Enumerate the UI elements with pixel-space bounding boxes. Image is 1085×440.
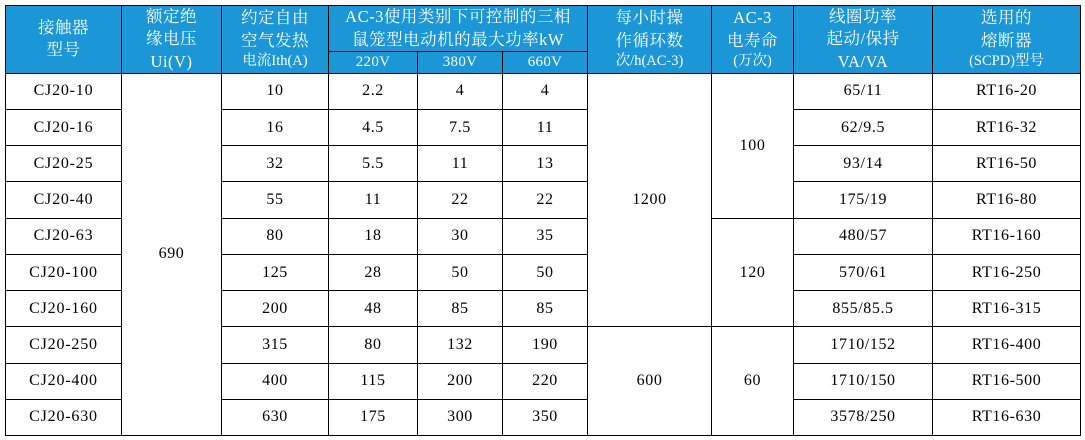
cell-power-660v: 22 <box>503 182 588 218</box>
header-selected-fuse: 选用的 熔断器 (SCPD)型号 <box>933 6 1081 74</box>
cell-coil-power: 480/57 <box>794 218 933 254</box>
cell-model: CJ20-40 <box>6 182 122 218</box>
cell-operating-cycles: 1200 <box>588 73 712 327</box>
cell-power-220v: 2.2 <box>329 73 418 109</box>
cell-power-380v: 22 <box>418 182 503 218</box>
cell-coil-power: 1710/152 <box>794 327 933 363</box>
cell-power-380v: 30 <box>418 218 503 254</box>
cell-power-660v: 13 <box>503 146 588 182</box>
cell-power-380v: 11 <box>418 146 503 182</box>
cell-thermal-current: 80 <box>222 218 329 254</box>
cell-power-380v: 85 <box>418 291 503 327</box>
cell-thermal-current: 16 <box>222 110 329 146</box>
table-body <box>6 73 1081 435</box>
cell-thermal-current: 10 <box>222 73 329 109</box>
cell-model: CJ20-400 <box>6 363 122 399</box>
cell-fuse: RT16-80 <box>933 182 1081 218</box>
cell-thermal-current: 315 <box>222 327 329 363</box>
cell-power-380v: 7.5 <box>418 110 503 146</box>
cell-thermal-current: 125 <box>222 254 329 290</box>
table-row <box>6 73 1081 109</box>
header-power-220v: 220V <box>329 52 418 74</box>
header-power-380v: 380V <box>418 52 503 74</box>
header-model: 接触器 型号 <box>6 6 122 74</box>
cell-electrical-life: 60 <box>712 327 794 436</box>
cell-power-380v: 50 <box>418 254 503 290</box>
cell-power-220v: 175 <box>329 399 418 435</box>
cell-power-380v: 300 <box>418 399 503 435</box>
cell-electrical-life: 120 <box>712 218 794 327</box>
cell-power-660v: 85 <box>503 291 588 327</box>
cell-power-660v: 190 <box>503 327 588 363</box>
cell-thermal-current: 200 <box>222 291 329 327</box>
cell-power-660v: 4 <box>503 73 588 109</box>
cell-rated-insulation-voltage: 690 <box>122 73 222 435</box>
cell-thermal-current: 630 <box>222 399 329 435</box>
cell-power-380v: 132 <box>418 327 503 363</box>
cell-model: CJ20-10 <box>6 73 122 109</box>
header-conventional-thermal-current: 约定自由 空气发热 电流Ith(A) <box>222 6 329 74</box>
cell-coil-power: 855/85.5 <box>794 291 933 327</box>
contactor-spec-table <box>5 5 1081 436</box>
cell-power-380v: 4 <box>418 73 503 109</box>
cell-coil-power: 175/19 <box>794 182 933 218</box>
cell-model: CJ20-250 <box>6 327 122 363</box>
cell-coil-power: 62/9.5 <box>794 110 933 146</box>
cell-power-660v: 11 <box>503 110 588 146</box>
cell-power-220v: 80 <box>329 327 418 363</box>
cell-fuse: RT16-250 <box>933 254 1081 290</box>
header-ac3-electrical-life: AC-3 电寿命 (万次) <box>712 6 794 74</box>
cell-power-220v: 11 <box>329 182 418 218</box>
cell-fuse: RT16-400 <box>933 327 1081 363</box>
cell-fuse: RT16-630 <box>933 399 1081 435</box>
cell-thermal-current: 55 <box>222 182 329 218</box>
cell-coil-power: 570/61 <box>794 254 933 290</box>
cell-power-220v: 48 <box>329 291 418 327</box>
cell-fuse: RT16-50 <box>933 146 1081 182</box>
cell-coil-power: 65/11 <box>794 73 933 109</box>
cell-coil-power: 3578/250 <box>794 399 933 435</box>
cell-power-380v: 200 <box>418 363 503 399</box>
cell-model: CJ20-160 <box>6 291 122 327</box>
cell-coil-power: 1710/150 <box>794 363 933 399</box>
cell-fuse: RT16-500 <box>933 363 1081 399</box>
cell-power-660v: 350 <box>503 399 588 435</box>
cell-model: CJ20-25 <box>6 146 122 182</box>
cell-power-220v: 5.5 <box>329 146 418 182</box>
cell-fuse: RT16-32 <box>933 110 1081 146</box>
cell-power-220v: 18 <box>329 218 418 254</box>
header-power-660v: 660V <box>503 52 588 74</box>
header-coil-power: 线圈功率 起动/保持 VA/VA <box>794 6 933 74</box>
cell-fuse: RT16-20 <box>933 73 1081 109</box>
cell-power-660v: 35 <box>503 218 588 254</box>
header-operating-cycles: 每小时操 作循环数 次/h(AC-3) <box>588 6 712 74</box>
cell-model: CJ20-100 <box>6 254 122 290</box>
table-header <box>6 6 1081 74</box>
cell-coil-power: 93/14 <box>794 146 933 182</box>
cell-thermal-current: 32 <box>222 146 329 182</box>
cell-power-660v: 50 <box>503 254 588 290</box>
cell-fuse: RT16-315 <box>933 291 1081 327</box>
cell-model: CJ20-63 <box>6 218 122 254</box>
cell-model: CJ20-630 <box>6 399 122 435</box>
cell-fuse: RT16-160 <box>933 218 1081 254</box>
cell-electrical-life: 100 <box>712 73 794 218</box>
cell-power-660v: 220 <box>503 363 588 399</box>
cell-power-220v: 28 <box>329 254 418 290</box>
header-ac3-power-group: AC-3使用类别下可控制的三相 鼠笼型电动机的最大功率kW <box>329 6 588 52</box>
cell-power-220v: 115 <box>329 363 418 399</box>
cell-model: CJ20-16 <box>6 110 122 146</box>
cell-operating-cycles: 600 <box>588 327 712 436</box>
header-rated-insulation-voltage: 额定绝 缘电压 Ui(V) <box>122 6 222 74</box>
cell-power-220v: 4.5 <box>329 110 418 146</box>
cell-thermal-current: 400 <box>222 363 329 399</box>
